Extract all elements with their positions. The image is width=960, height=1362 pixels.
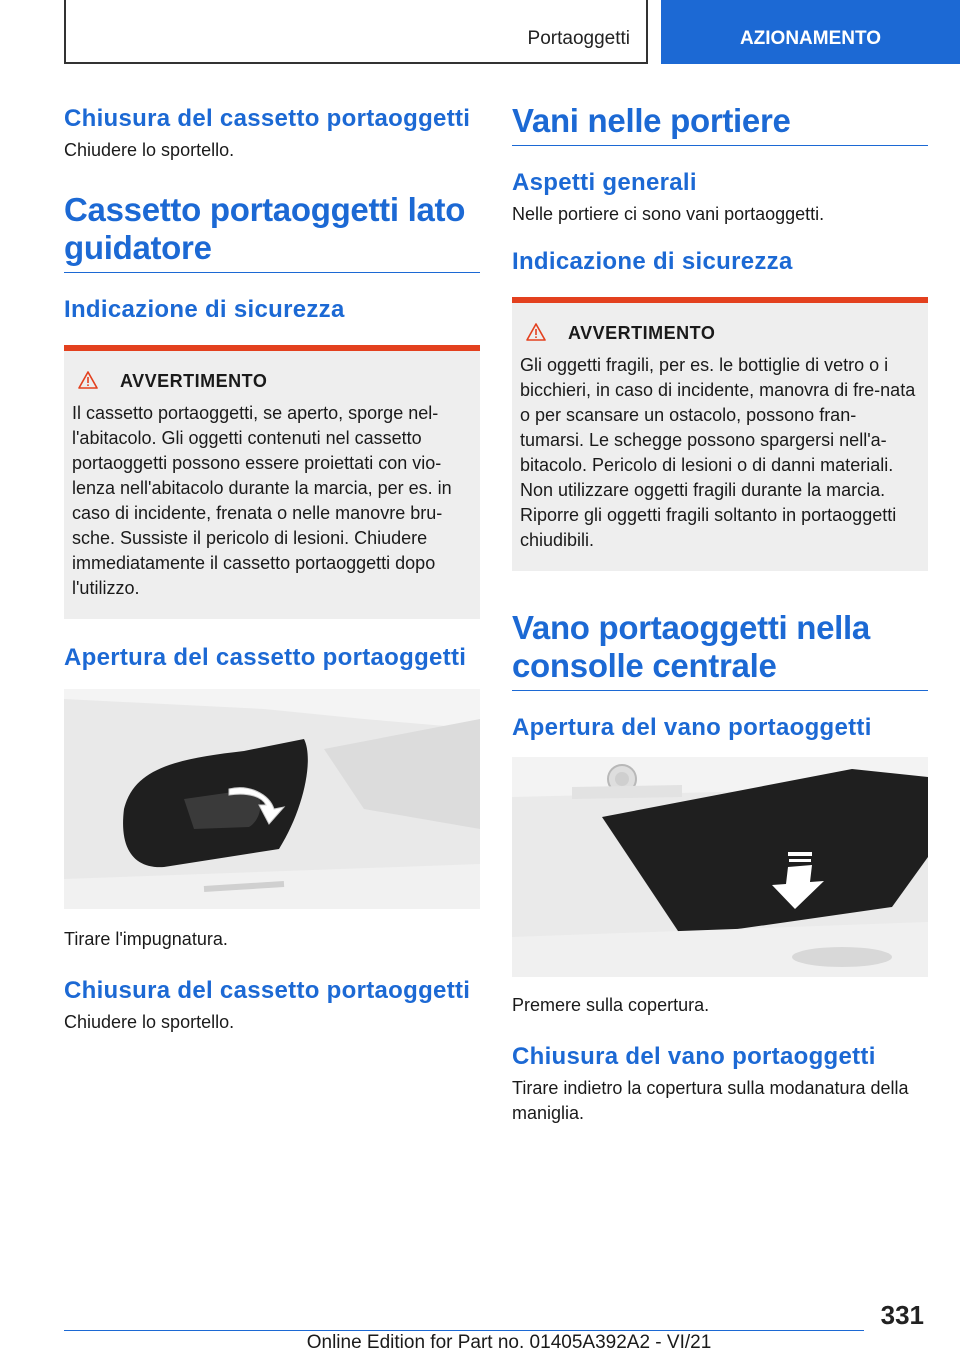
heading-driver-glovebox: Cassetto portaoggetti lato guidatore bbox=[64, 191, 480, 273]
right-column bbox=[512, 100, 928, 1126]
text-close-glovebox: Chiudere lo sportello. bbox=[64, 1012, 235, 1032]
heading-close-compartment: Chiusura del vano portaoggetti bbox=[512, 1043, 876, 1070]
center-console-photo bbox=[512, 757, 928, 977]
page-number: 331 bbox=[880, 1300, 924, 1330]
warning-title-left: AVVERTIMENTO bbox=[72, 369, 472, 393]
warning-text-right: Gli oggetti fragili, per es. le bottiglie di vetro o i bicchieri, in caso di incidente, manovra di fre-nata o per scansare un ostacolo, possono fran-tumarsi. Le schegge possono spargersi nell'a-bitacolo. Pericolo di lesioni o di danni materiali. Non utilizzare oggetti fragili durante la marcia. Riporre gli oggetti fragili soltanto in portaoggetti chiudibili. bbox=[520, 355, 916, 550]
text-close-glovebox-top: Chiudere lo sportello. bbox=[64, 140, 235, 160]
heading-close-glovebox: Chiusura del cassetto portaoggetti bbox=[64, 977, 471, 1004]
section-title: Portaoggetti bbox=[527, 28, 630, 49]
glovebox-handle-photo bbox=[64, 689, 480, 909]
heading-safety-left: Indicazione di sicurezza bbox=[64, 296, 345, 323]
chapter-tab[interactable] bbox=[661, 0, 960, 64]
warning-box-left bbox=[64, 345, 480, 619]
text-general: Nelle portiere ci sono vani portaoggetti. bbox=[512, 204, 825, 224]
header-section-box bbox=[64, 0, 648, 64]
heading-general: Aspetti generali bbox=[512, 169, 697, 196]
heading-open-glovebox: Apertura del cassetto portaoggetti bbox=[64, 644, 467, 671]
heading-close-glovebox-top: Chiusura del cassetto portaoggetti bbox=[64, 105, 471, 132]
chapter-tab-label: AZIONAMENTO bbox=[739, 28, 882, 49]
footer-divider bbox=[64, 1330, 864, 1331]
warning-text-left: Il cassetto portaoggetti, se aperto, sporge nel-l'abitacolo. Gli oggetti contenuti nel cassetto portaoggetti possono essere proiettati con vio-lenza nell'abitacolo durante la marcia, per es. in caso di incidente, frenata o nelle manovre bru-sche. Sussiste il pericolo di lesioni. Chiudere immediatamente il cassetto portaoggetti dopo l'utilizzo. bbox=[72, 403, 452, 598]
warning-box-right bbox=[512, 297, 928, 571]
heading-center-console: Vano portaoggetti nella consolle centrale bbox=[512, 609, 928, 691]
text-close-compartment: Tirare indietro la copertura sulla modanatura della maniglia. bbox=[512, 1078, 909, 1123]
heading-safety-right: Indicazione di sicurezza bbox=[512, 248, 793, 275]
heading-open-compartment: Apertura del vano portaoggetti bbox=[512, 714, 872, 741]
warning-triangle-icon bbox=[526, 323, 546, 341]
footer-edition: Online Edition for Part no. 01405A392A2 - VI/21 bbox=[306, 1332, 712, 1353]
caption-pull-handle: Tirare l'impugnatura. bbox=[64, 929, 228, 949]
warning-triangle-icon bbox=[78, 371, 98, 389]
caption-press-cover: Premere sulla copertura. bbox=[512, 995, 710, 1015]
left-column bbox=[64, 100, 480, 1035]
warning-title-right: AVVERTIMENTO bbox=[520, 321, 920, 345]
heading-door-compartments: Vani nelle portiere bbox=[512, 102, 928, 146]
